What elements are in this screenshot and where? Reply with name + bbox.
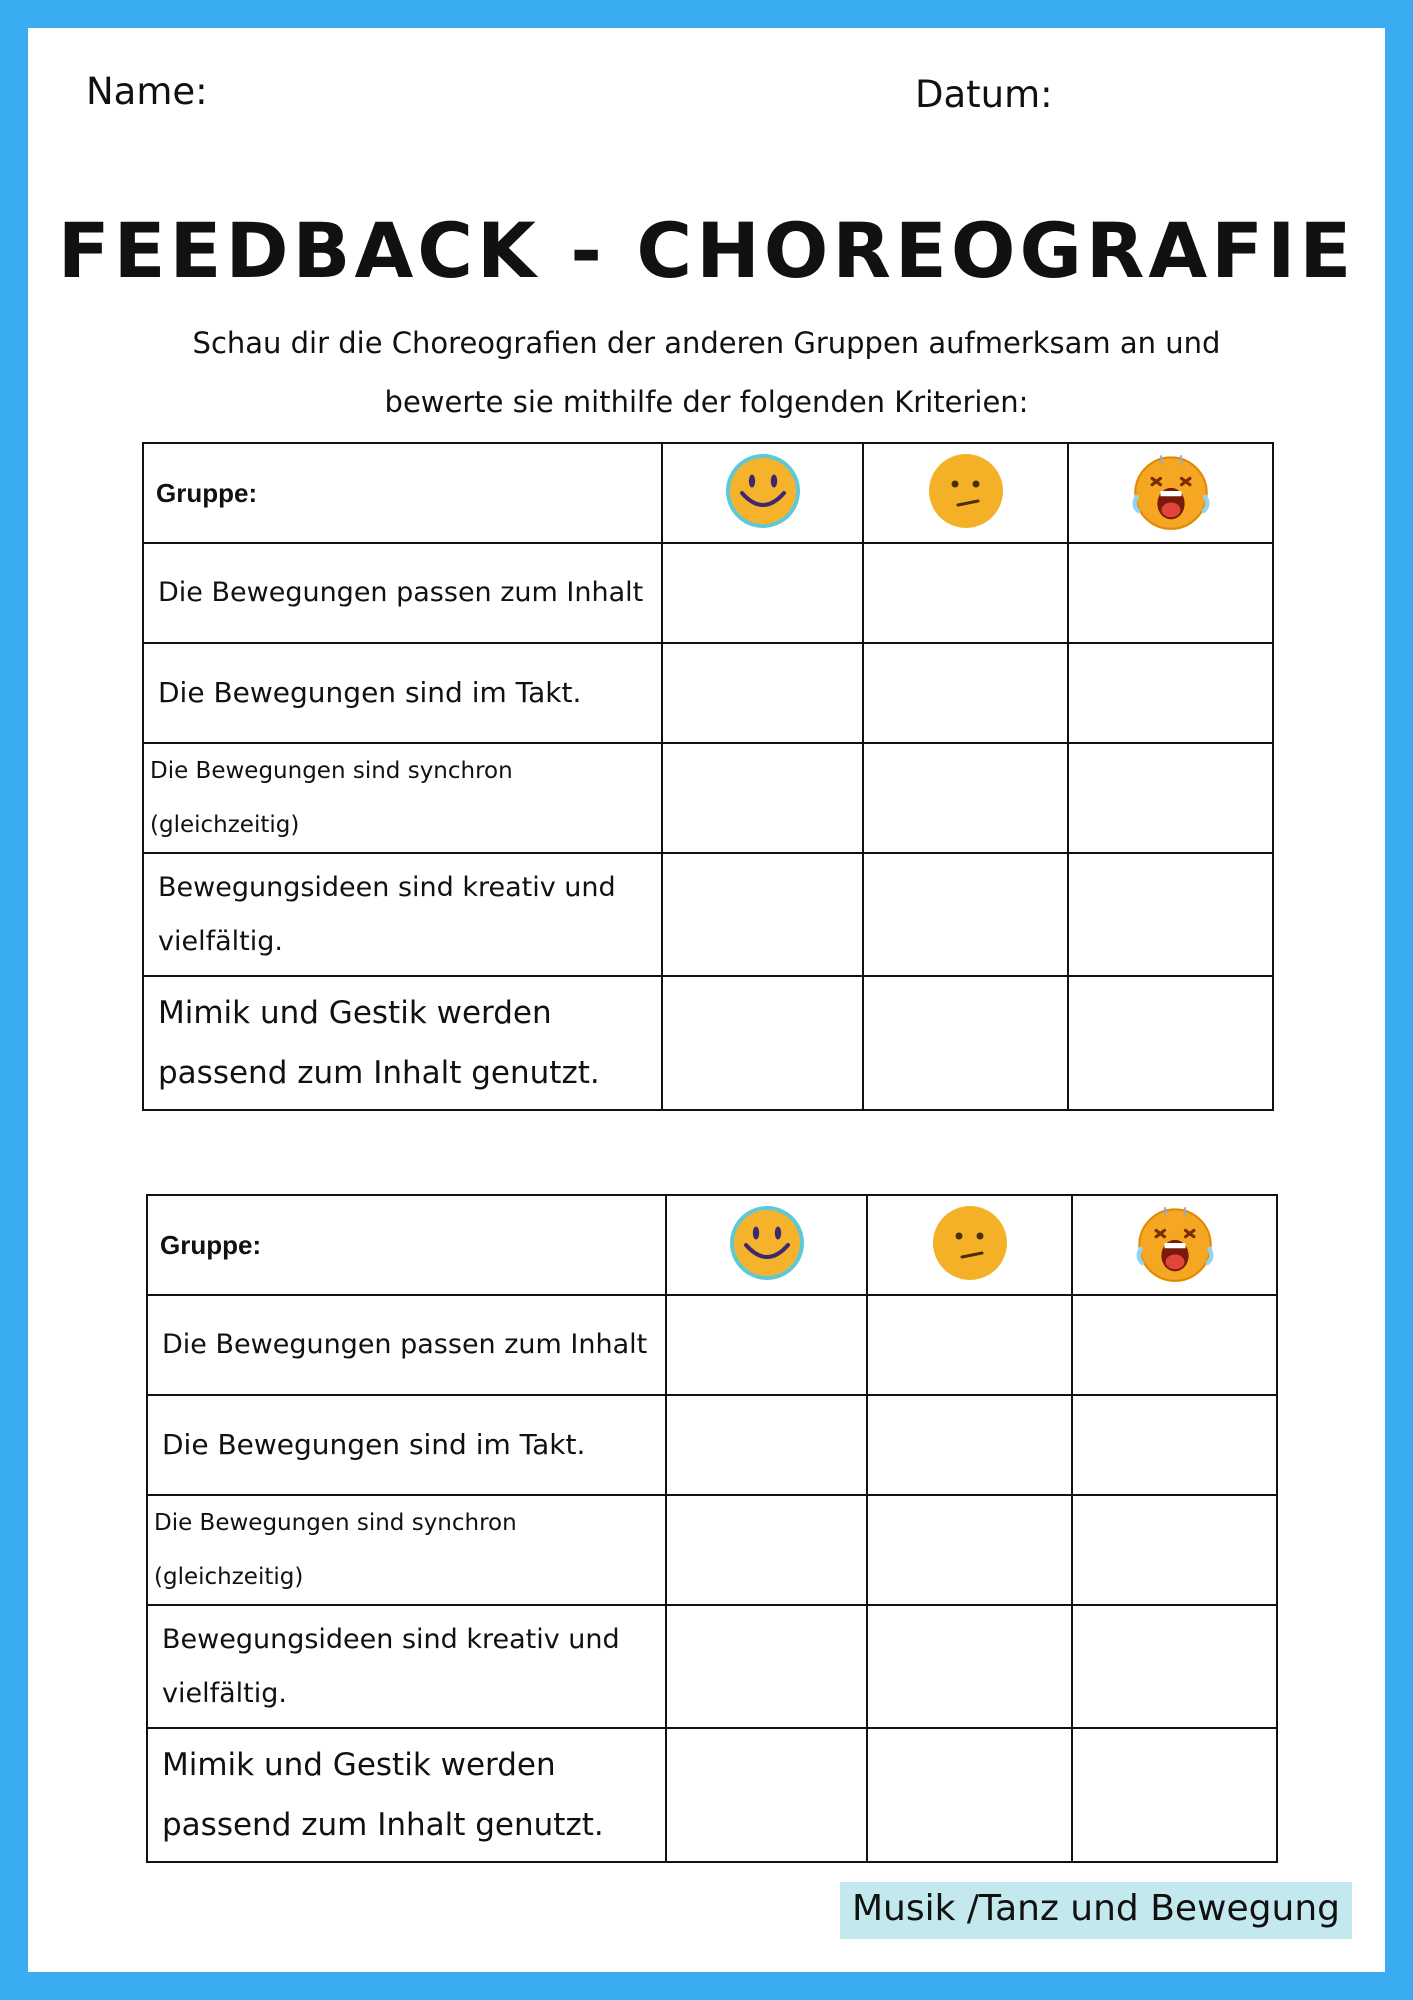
rating-cell-crying[interactable] bbox=[1072, 1395, 1277, 1495]
subject-tag: Musik /Tanz und Bewegung bbox=[840, 1882, 1352, 1939]
rating-cell-happy[interactable] bbox=[662, 743, 863, 853]
rating-cell-neutral[interactable] bbox=[867, 1728, 1072, 1862]
neutral-face-icon bbox=[867, 1195, 1072, 1295]
criterion-label: Die Bewegungen sind im Takt. bbox=[147, 1395, 666, 1495]
table-row bbox=[147, 1605, 1277, 1728]
neutral-face-icon bbox=[863, 443, 1068, 543]
rating-cell-crying[interactable] bbox=[1072, 1605, 1277, 1728]
rating-cell-neutral[interactable] bbox=[863, 643, 1068, 743]
intro-line-1: Schau dir die Choreografien der anderen Gruppen aufmerksam an und bbox=[192, 326, 1221, 360]
rating-cell-neutral[interactable] bbox=[863, 743, 1068, 853]
group-label: Gruppe: bbox=[143, 443, 662, 543]
rating-cell-happy[interactable] bbox=[662, 543, 863, 643]
feedback-table-2 bbox=[146, 1194, 1278, 1863]
rating-cell-happy[interactable] bbox=[666, 1495, 867, 1605]
table-row bbox=[143, 543, 1273, 643]
table-header-row bbox=[147, 1195, 1277, 1295]
rating-cell-crying[interactable] bbox=[1068, 643, 1273, 743]
group-label: Gruppe: bbox=[147, 1195, 666, 1295]
rating-cell-neutral[interactable] bbox=[863, 543, 1068, 643]
criterion-label: Die Bewegungen passen zum Inhalt bbox=[143, 543, 662, 643]
rating-cell-happy[interactable] bbox=[666, 1395, 867, 1495]
rating-cell-happy[interactable] bbox=[662, 976, 863, 1110]
rating-cell-crying[interactable] bbox=[1072, 1728, 1277, 1862]
rating-cell-neutral[interactable] bbox=[867, 1495, 1072, 1605]
table-row bbox=[143, 853, 1273, 976]
table-row bbox=[147, 1395, 1277, 1495]
criterion-label: Mimik und Gestik werden passend zum Inhalt genutzt. bbox=[147, 1728, 666, 1862]
table-row bbox=[147, 1295, 1277, 1395]
rating-cell-neutral[interactable] bbox=[867, 1395, 1072, 1495]
criterion-label: Bewegungsideen sind kreativ und vielfältig. bbox=[147, 1605, 666, 1728]
rating-cell-happy[interactable] bbox=[666, 1295, 867, 1395]
criterion-label: Mimik und Gestik werden passend zum Inhalt genutzt. bbox=[143, 976, 662, 1110]
rating-cell-neutral[interactable] bbox=[863, 853, 1068, 976]
date-label: Datum: bbox=[915, 73, 1053, 116]
criterion-label: Die Bewegungen sind synchron (gleichzeitig) bbox=[147, 1495, 666, 1605]
rating-cell-neutral[interactable] bbox=[867, 1605, 1072, 1728]
crying-face-icon bbox=[1072, 1195, 1277, 1295]
table-row bbox=[143, 743, 1273, 853]
criterion-label: Die Bewegungen passen zum Inhalt bbox=[147, 1295, 666, 1395]
criterion-label: Bewegungsideen sind kreativ und vielfältig. bbox=[143, 853, 662, 976]
criterion-label: Die Bewegungen sind synchron (gleichzeitig) bbox=[143, 743, 662, 853]
rating-cell-crying[interactable] bbox=[1068, 853, 1273, 976]
rating-cell-neutral[interactable] bbox=[867, 1295, 1072, 1395]
table-row bbox=[147, 1728, 1277, 1862]
crying-face-icon bbox=[1068, 443, 1273, 543]
name-label: Name: bbox=[86, 70, 208, 113]
rating-cell-crying[interactable] bbox=[1072, 1495, 1277, 1605]
feedback-table-1 bbox=[142, 442, 1274, 1111]
intro-line-2: bewerte sie mithilfe der folgenden Kriterien: bbox=[384, 385, 1029, 419]
rating-cell-neutral[interactable] bbox=[863, 976, 1068, 1110]
rating-cell-crying[interactable] bbox=[1068, 976, 1273, 1110]
rating-cell-crying[interactable] bbox=[1072, 1295, 1277, 1395]
rating-cell-happy[interactable] bbox=[662, 853, 863, 976]
table-row bbox=[147, 1495, 1277, 1605]
table-header-row bbox=[143, 443, 1273, 543]
happy-face-icon bbox=[662, 443, 863, 543]
rating-cell-crying[interactable] bbox=[1068, 543, 1273, 643]
rating-cell-happy[interactable] bbox=[666, 1728, 867, 1862]
table-row bbox=[143, 976, 1273, 1110]
rating-cell-happy[interactable] bbox=[662, 643, 863, 743]
rating-cell-crying[interactable] bbox=[1068, 743, 1273, 853]
happy-face-icon bbox=[666, 1195, 867, 1295]
criterion-label: Die Bewegungen sind im Takt. bbox=[143, 643, 662, 743]
rating-cell-happy[interactable] bbox=[666, 1605, 867, 1728]
table-row bbox=[143, 643, 1273, 743]
page-title: FEEDBACK - CHOREOGRAFIE bbox=[57, 206, 1356, 295]
